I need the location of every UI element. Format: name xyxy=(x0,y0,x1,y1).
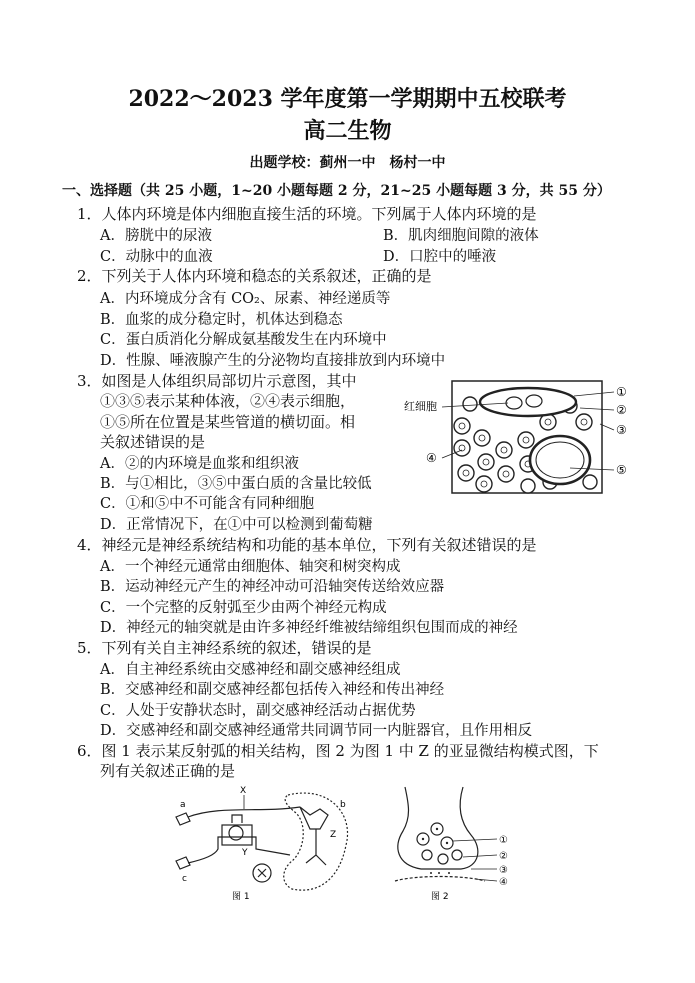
q3-stem-line3: ①⑤所在位置是某些管道的横切面。相 xyxy=(100,413,356,431)
reflex-arc-figure xyxy=(170,785,355,905)
marker-1: ① xyxy=(616,385,627,399)
q5-option-d: D．交感神经和副交感神经通常共同调节同一内脏器官，且作用相反 xyxy=(100,723,533,739)
q2-stem: 2．下列关于人体内环境和稳态的关系叙述，正确的是 xyxy=(77,267,432,285)
q6-stem-line1: 6．图 1 表示某反射弧的相关结构，图 2 为图 1 中 Z 的亚显微结构模式图，下 xyxy=(77,742,599,760)
synapse-figure xyxy=(375,785,525,905)
label-c: c xyxy=(182,874,187,884)
synapse-marker-2: ② xyxy=(499,851,508,862)
q3-option-b: B．与①相比，③⑤中蛋白质的含量比较低 xyxy=(100,476,372,492)
red-cell-label: 红细胞 xyxy=(404,400,437,413)
section-heading: 一、选择题（共 25 小题，1~20 小题每题 2 分，21~25 小题每题 3 分，共 55 分） xyxy=(62,183,611,199)
q2-option-d: D．性腺、唾液腺产生的分泌物均直接排放到内环境中 xyxy=(100,353,446,369)
q3-option-a: A．②的内环境是血浆和组织液 xyxy=(100,456,299,472)
marker-3: ③ xyxy=(616,423,627,437)
label-x: X xyxy=(240,786,247,796)
label-a: a xyxy=(180,800,186,810)
q3-option-c: C．①和⑤中不可能含有同种细胞 xyxy=(100,496,315,512)
subject-title: 高二生物 xyxy=(303,118,392,144)
figure-1-caption: 图 1 xyxy=(232,892,250,902)
q4-stem: 4．神经元是神经系统结构和功能的基本单位，下列有关叙述错误的是 xyxy=(77,536,537,554)
page-title: 2022～2023 学年度第一学期期中五校联考 xyxy=(128,86,567,112)
exam-schools: 出题学校：蓟州一中 杨村一中 xyxy=(249,155,446,171)
q4-option-a: A．一个神经元通常由细胞体、轴突和树突构成 xyxy=(100,559,401,575)
synapse-marker-3: ③ xyxy=(499,865,508,876)
q3-stem-line2: ①③⑤表示某种体液，②④表示细胞， xyxy=(100,392,356,410)
q5-option-c: C．人处于安静状态时，副交感神经活动占据优势 xyxy=(100,703,416,719)
label-b: b xyxy=(340,800,346,810)
figure-2-caption: 图 2 xyxy=(431,892,449,902)
marker-4: ④ xyxy=(426,451,437,465)
q4-option-d: D．神经元的轴突就是由许多神经纤维被结缔组织包围而成的神经 xyxy=(100,620,518,636)
label-y: Y xyxy=(242,848,248,858)
q3-stem-line4: 关叙述错误的是 xyxy=(100,433,206,451)
q3-option-d: D．正常情况下，在①中可以检测到葡萄糖 xyxy=(100,517,373,533)
q2-option-c: C．蛋白质消化分解成氨基酸发生在内环境中 xyxy=(100,332,387,348)
synapse-marker-1: ① xyxy=(499,835,508,846)
lymph-vessel-cross-section xyxy=(530,436,590,484)
q1-option-b: B．肌肉细胞间隙的液体 xyxy=(383,228,539,244)
q6-stem-line2: 列有关叙述正确的是 xyxy=(100,762,236,780)
q1-option-c: C．动脉中的血液 xyxy=(100,249,213,265)
q1-stem: 1．人体内环境是体内细胞直接生活的环境。下列属于人体内环境的是 xyxy=(77,205,537,223)
q4-option-c: C．一个完整的反射弧至少由两个神经元构成 xyxy=(100,600,387,616)
label-z: Z xyxy=(330,830,337,840)
q2-option-b: B．血浆的成分稳定时，机体达到稳态 xyxy=(100,312,343,328)
q5-option-b: B．交感神经和副交感神经都包括传入神经和传出神经 xyxy=(100,682,445,698)
q3-stem-line1: 3．如图是人体组织局部切片示意图，其中 xyxy=(77,372,357,390)
marker-2: ② xyxy=(616,403,627,417)
tissue-section-figure xyxy=(400,378,630,498)
q2-option-a: A．内环境成分含有 CO₂、尿素、神经递质等 xyxy=(100,291,391,307)
q4-option-b: B．运动神经元产生的神经冲动可沿轴突传送给效应器 xyxy=(100,579,445,595)
q5-stem: 5．下列有关自主神经系统的叙述，错误的是 xyxy=(77,639,372,657)
marker-5: ⑤ xyxy=(616,463,627,477)
q5-option-a: A．自主神经系统由交感神经和副交感神经组成 xyxy=(100,662,401,678)
q1-option-d: D．口腔中的唾液 xyxy=(383,249,497,265)
q1-option-a: A．膀胱中的尿液 xyxy=(100,228,212,244)
synapse-marker-4: ④ xyxy=(499,877,508,888)
